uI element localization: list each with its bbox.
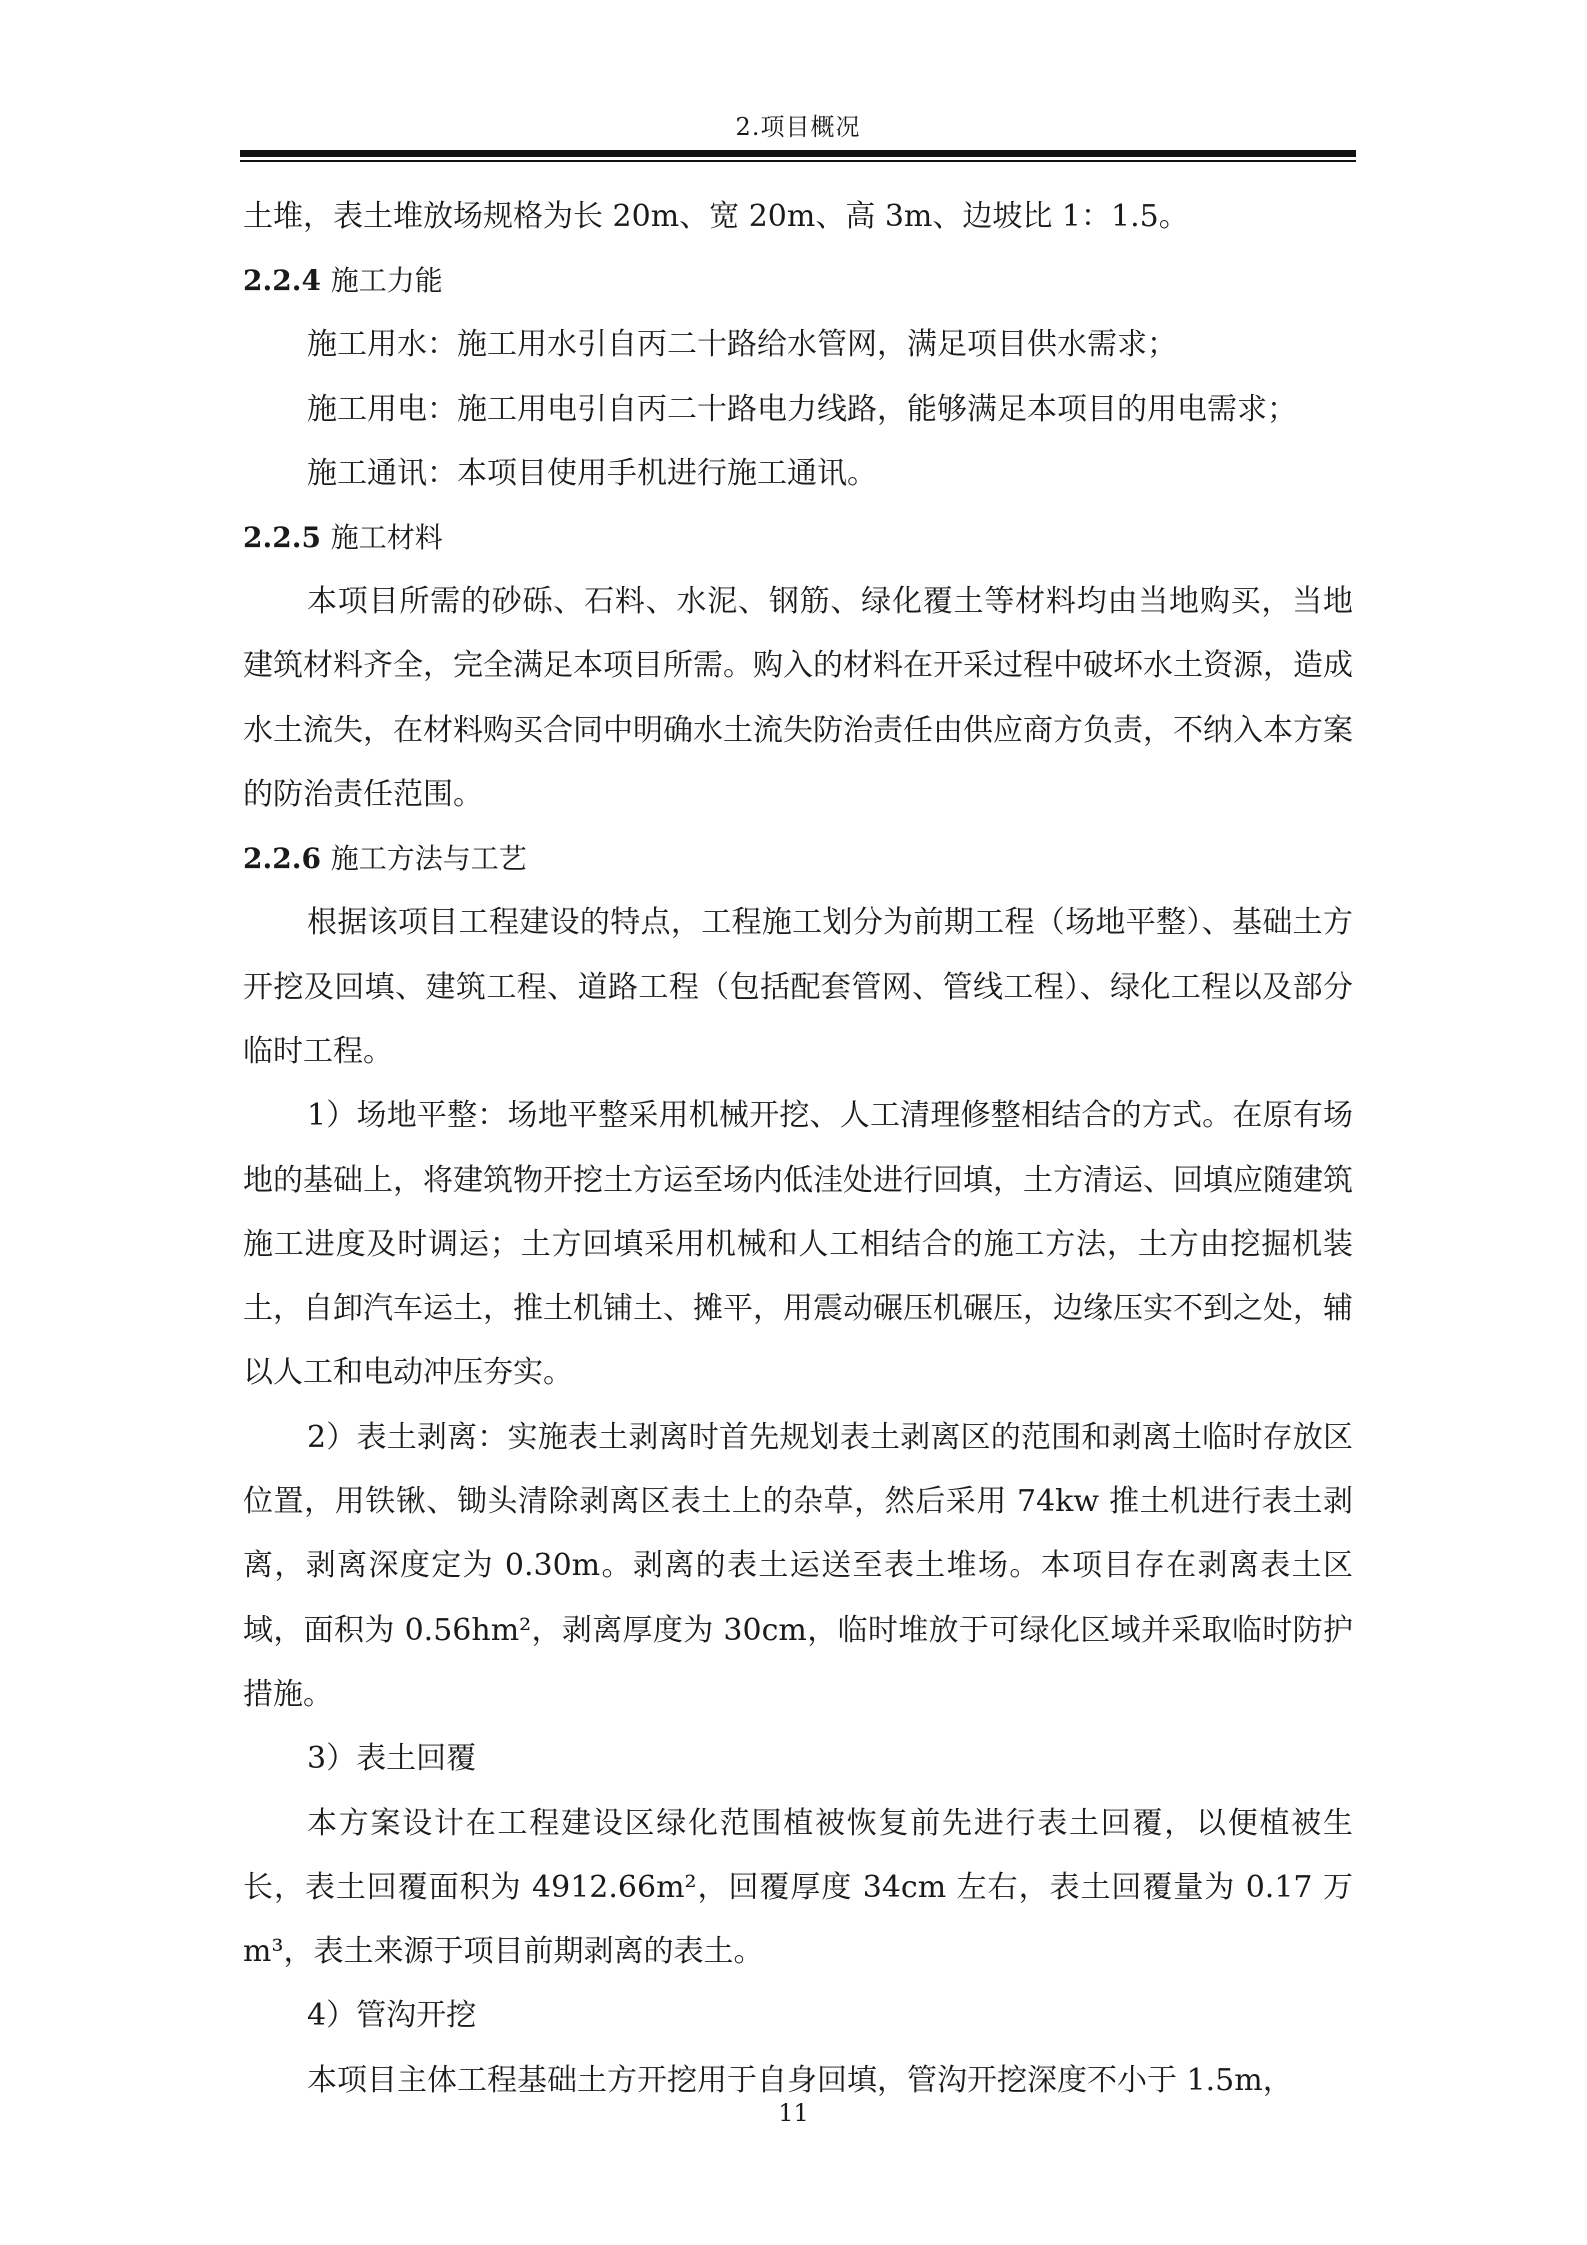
- communication-paragraph: 施工通讯：本项目使用手机进行施工通讯。: [307, 455, 877, 491]
- section-number: 2.2.4: [243, 264, 321, 298]
- page-number: 11: [778, 2099, 809, 2127]
- topsoil-restoration-title: 3）表土回覆: [307, 1741, 477, 1777]
- section-title: 施工力能: [330, 264, 443, 298]
- section-heading-2-2-4: [243, 249, 1353, 313]
- water-supply-paragraph: 施工用水：施工用水引自丙二十路给水管网，满足项目供水需求；: [307, 327, 1177, 363]
- continuation-paragraph: 土堆，表土堆放场规格为长 20m、宽 20m、高 3m、边坡比 1：1.5。: [243, 199, 1189, 234]
- header-rule-thin: [240, 160, 1356, 162]
- topsoil-stripping-paragraph: 2）表土剥离：实施表土剥离时首先规划表土剥离区的范围和剥离土临时存放区位置，用铁锹、锄头清除剥离区表土上的杂草，然后采用 74kw 推土机进行表土剥离，剥离深度定为 0.30m。剥离的表土运送至表土堆场。本项目存在剥离表土区域，面积为 0.56hm²，剥离厚度为 30cm，临时堆放于可绿化区域并采取临时防护措施。: [243, 1419, 1353, 1712]
- section-title: 施工材料: [330, 521, 443, 555]
- power-supply-paragraph: 施工用电：施工用电引自丙二十路电力线路，能够满足本项目的用电需求；: [307, 391, 1297, 427]
- page-body: [243, 185, 1353, 2113]
- section-heading-2-2-5: [243, 506, 1353, 570]
- header-rule-thick: [240, 150, 1356, 157]
- trench-excavation-title: 4）管沟开挖: [307, 1998, 477, 2034]
- section-heading-2-2-6: [243, 827, 1353, 891]
- materials-paragraph: 本项目所需的砂砾、石料、水泥、钢筋、绿化覆土等材料均由当地购买，当地建筑材料齐全，完全满足本项目所需。购入的材料在开采过程中破坏水土资源，造成水土流失，在材料购买合同中明确水土流失防治责任由供应商方负责，不纳入本方案的防治责任范围。: [243, 584, 1353, 813]
- site-leveling-paragraph: 1）场地平整：场地平整采用机械开挖、人工清理修整相结合的方式。在原有场地的基础上，将建筑物开挖土方运至场内低洼处进行回填，土方清运、回填应随建筑施工进度及时调运；土方回填采用机械和人工相结合的施工方法，土方由挖掘机装土，自卸汽车运土，推土机铺土、摊平，用震动碾压机碾压，边缘压实不到之处，辅以人工和电动冲压夯实。: [243, 1098, 1353, 1391]
- section-title: 施工方法与工艺: [330, 842, 527, 876]
- running-header: 2.项目概况: [735, 113, 861, 141]
- methods-intro-paragraph: 根据该项目工程建设的特点，工程施工划分为前期工程（场地平整）、基础土方开挖及回填、建筑工程、道路工程（包括配套管网、管线工程）、绿化工程以及部分临时工程。: [243, 905, 1353, 1069]
- section-number: 2.2.6: [243, 842, 321, 876]
- section-number: 2.2.5: [243, 521, 321, 555]
- trench-excavation-paragraph: 本项目主体工程基础土方开挖用于自身回填，管沟开挖深度不小于 1.5m，: [307, 2062, 1293, 2098]
- topsoil-restoration-paragraph: 本方案设计在工程建设区绿化范围植被恢复前先进行表土回覆，以便植被生长，表土回覆面积为 4912.66m²，回覆厚度 34cm 左右，表土回覆量为 0.17 万 m³，表土来源于项目前期剥离的表土。: [243, 1805, 1353, 1970]
